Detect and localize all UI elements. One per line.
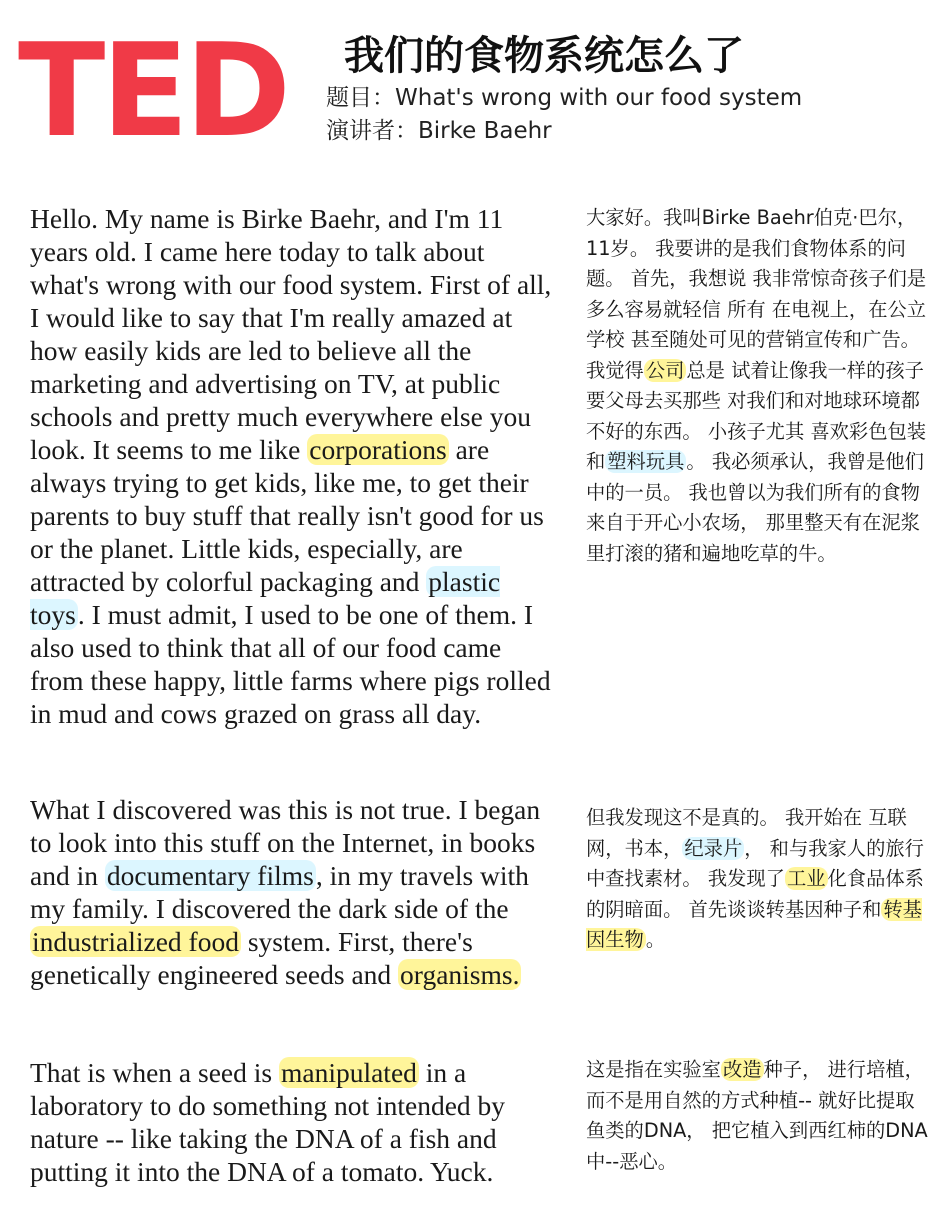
- highlight-term: 转基因生物: [586, 897, 922, 951]
- highlight-term: manipulated: [280, 1057, 417, 1088]
- highlight-term: organisms.: [400, 959, 520, 990]
- highlight-term: 塑料玩具: [607, 450, 685, 473]
- topic-label: 题目：: [326, 85, 395, 111]
- text-run: 化食品体系的阴暗面。 首先谈谈转基因种子和: [586, 867, 924, 921]
- text-run: Hello. My name is Birke Baehr, and I'm 11 years old. I came here today to talk about what's wrong with our food system. First of all, I would like to say that I'm really amazed at how easily kids are led to believe all the marketing and advertising on TV, at public schools and pretty much everywhere else you look. It seems to me like: [30, 203, 552, 465]
- text-run: are always trying to get kids, like me, to get their parents to buy stuff that really isn't good for us or the planet. Little kids, especially, are attracted by colorful packaging and: [30, 434, 544, 597]
- highlight-term: documentary films: [106, 860, 314, 891]
- header: [326, 30, 802, 148]
- highlight-term: 公司: [645, 358, 685, 382]
- paragraph-3-chinese: [586, 1055, 931, 1177]
- speaker-label: 演讲者：: [326, 118, 418, 144]
- text-run: ， 和与我家人的旅行中查找素材。 我发现了: [586, 836, 924, 890]
- text-run: . I must admit, I used to be one of them. I also used to think that all of our food came from these happy, little farms where pigs rolled in mud and cows grazed on grass all day.: [30, 599, 551, 729]
- text-run: What I discovered was this is not true. I began to look into this stuff on the Internet, in books and in: [30, 794, 541, 891]
- highlight-term: 纪录片: [684, 836, 743, 860]
- text-run: system. First, there's genetically engineered seeds and: [30, 926, 473, 990]
- paragraph-2-english: [30, 793, 560, 991]
- page-title: 我们的食物系统怎么了: [344, 33, 744, 79]
- paragraph-2-chinese: [586, 803, 931, 956]
- speaker-value: Birke Baehr: [418, 118, 552, 144]
- highlight-term: plastic toys: [30, 566, 501, 630]
- text-run: 。 我必须承认，我曾是他们中的一员。 我也曾以为我们所有的食物 来自于开心小农场， 那里整天有在泥浆里打滚的猪和遍地吃草的牛。: [586, 450, 924, 565]
- text-run: 总是 试着让像我一样的孩子 要父母去买那些 对我们和对地球环境都不好的东西。 小孩子尤其 喜欢彩色包装和: [586, 358, 927, 473]
- text-run: 但我发现这不是真的。 我开始在 互联网，书本，: [586, 806, 907, 860]
- highlight-term: industrialized food: [32, 926, 239, 957]
- paragraph-1-chinese: [586, 203, 931, 569]
- topic-value: What's wrong with our food system: [395, 85, 803, 111]
- text-run: 。: [645, 928, 666, 951]
- ted-logo: TED: [18, 17, 287, 166]
- text-run: 这是指在实验室: [586, 1058, 721, 1081]
- highlight-term: 工业: [786, 867, 826, 890]
- paragraph-1-english: [30, 202, 560, 730]
- topic-line: [326, 82, 802, 115]
- text-run: 种子， 进行培植，而不是用自然的方式种植-- 就好比提取鱼类的DNA， 把它植入到西红柿的DNA中--恶心。: [586, 1058, 928, 1173]
- text-run: in a laboratory to do something not intended by nature -- like taking the DNA of a fish and putting it into the DNA of a tomato. Yuck.: [30, 1057, 506, 1187]
- text-run: , in my travels with my family. I discovered the dark side of the: [30, 860, 529, 924]
- highlight-term: corporations: [309, 434, 447, 465]
- highlight-term: 改造: [722, 1058, 762, 1081]
- text-run: That is when a seed is: [30, 1057, 279, 1088]
- speaker-line: [326, 115, 802, 148]
- paragraph-3-english: [30, 1056, 560, 1188]
- text-run: 大家好。我叫Birke Baehr伯克·巴尔， 11岁。 我要讲的是我们食物体系的问题。 首先，我想说 我非常惊奇孩子们是多么容易就轻信 所有 在电视上，在公立学校 甚至随处可见的营销宣传和广告。 我觉得: [586, 206, 927, 382]
